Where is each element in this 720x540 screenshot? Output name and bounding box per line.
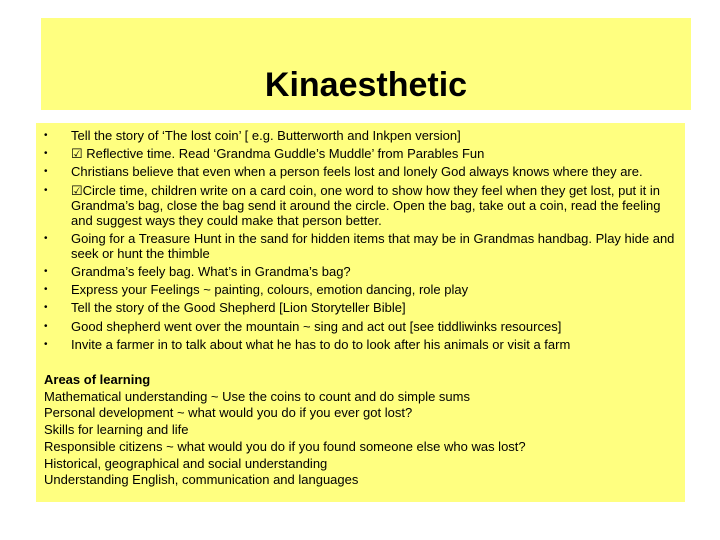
area-line: Responsible citizens ~ what would you do if you found someone else who was lost? xyxy=(44,438,526,454)
bullet-marker: • xyxy=(44,320,48,332)
list-item-text: ☑ Reflective time. Read ‘Grandma Guddle’s Muddle’ from Parables Fun xyxy=(71,146,485,162)
bullet-marker: • xyxy=(44,302,48,314)
list-item-text: Tell the story of the Good Shepherd [Lion Storyteller Bible] xyxy=(71,300,406,316)
bullet-marker: • xyxy=(44,232,48,244)
list-item xyxy=(36,264,676,279)
area-line: Mathematical understanding ~ Use the coins to count and do simple sums xyxy=(44,388,470,404)
list-item xyxy=(36,319,676,334)
list-item xyxy=(36,164,676,179)
list-item-text: Going for a Treasure Hunt in the sand for hidden items that may be in Grandmas handbag. Play hide and seek or hunt the thimble xyxy=(71,230,675,261)
list-item-text: Christians believe that even when a person feels lost and lonely God always knows where they are. xyxy=(71,164,643,180)
bullet-marker: • xyxy=(44,184,48,196)
list-item xyxy=(36,231,676,261)
bullet-marker: • xyxy=(44,338,48,350)
area-line: Understanding English, communication and languages xyxy=(44,472,359,488)
list-item xyxy=(36,128,676,143)
areas-of-learning xyxy=(44,372,684,489)
list-item-text: Express your Feelings ~ painting, colours, emotion dancing, role play xyxy=(71,282,469,298)
list-item-text: ☑Circle time, children write on a card coin, one word to show how they feel when they get lost, put it in Grandma’s bag, close the bag send it around the circle. Open the bag, take out a coin, read the feeling and suggest ways they could make that person better. xyxy=(71,182,661,228)
title-box xyxy=(41,18,691,110)
list-item-text: Tell the story of ‘The lost coin’ [ e.g. Butterworth and Inkpen version] xyxy=(71,128,461,143)
list-item xyxy=(36,146,676,161)
bullet-marker: • xyxy=(44,130,48,141)
bullet-marker: • xyxy=(44,148,48,160)
list-item xyxy=(36,337,676,352)
bullet-marker: • xyxy=(44,265,48,277)
area-line: Personal development ~ what would you do if you ever got lost? xyxy=(44,405,413,421)
areas-heading: Areas of learning xyxy=(44,372,151,387)
list-item-text: Invite a farmer in to talk about what he has to do to look after his animals or visit a farm xyxy=(71,336,571,352)
content-box xyxy=(36,123,685,502)
list-item xyxy=(36,183,676,228)
bullet-marker: • xyxy=(44,284,48,296)
bullet-marker: • xyxy=(44,166,48,178)
area-line: Skills for learning and life xyxy=(44,422,189,438)
list-item-text: Good shepherd went over the mountain ~ sing and act out [see tiddliwinks resources] xyxy=(71,318,562,334)
slide-title: Kinaesthetic xyxy=(264,66,468,104)
activity-list xyxy=(36,128,676,355)
list-item-text: Grandma’s feely bag. What’s in Grandma’s bag? xyxy=(71,263,351,279)
area-line: Historical, geographical and social understanding xyxy=(44,455,328,471)
list-item xyxy=(36,300,676,315)
list-item xyxy=(36,282,676,297)
